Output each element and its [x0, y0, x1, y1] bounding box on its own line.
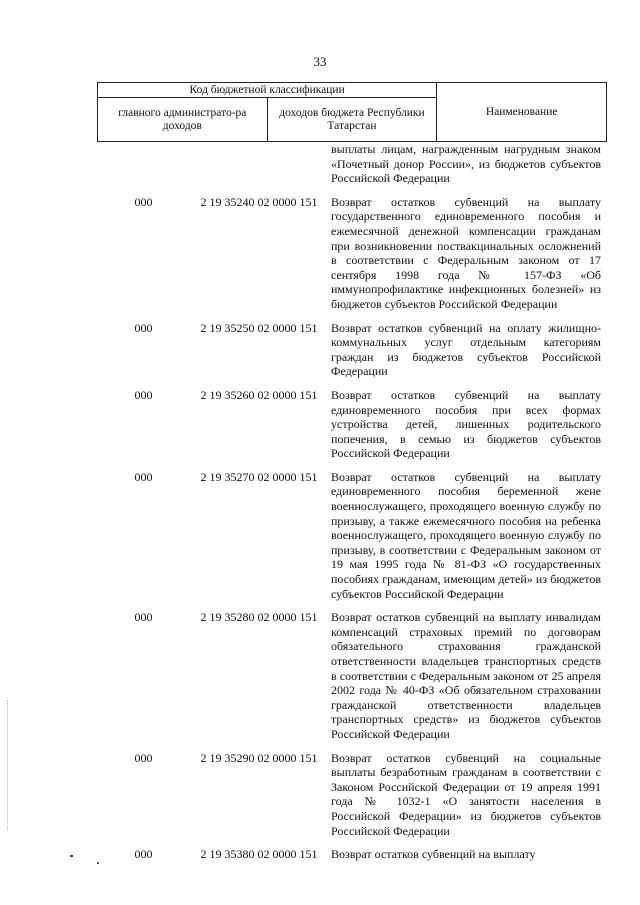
header-group-title: Код бюджетной классификации — [98, 83, 437, 98]
continuation-text: выплаты лицам, награжденным нагрудным знаком «Почетный донор России», из бюджетов субъектов Российской Федерации — [331, 142, 601, 186]
admin-code-cell: 000 — [134, 194, 153, 209]
name-cell: Возврат остатков субвенций на социальные выплаты безработным гражданам в соответствии с Законом Российской Федерации от 19 апреля 1991 года № 1032-1 «О занятости населения в Российской Федерации» из бюджетов субъектов Российской Федерации — [331, 750, 601, 838]
table-body — [97, 142, 609, 862]
header-col-admin: главного администрато-ра доходов — [98, 98, 268, 142]
scan-speck — [70, 855, 73, 857]
table-row — [97, 195, 609, 312]
budget-code-cell: 2 19 35250 02 0000 151 — [200, 320, 318, 335]
budget-code-cell: 2 19 35290 02 0000 151 — [200, 750, 318, 765]
table-row-continuation — [97, 142, 609, 186]
budget-code-cell: 2 19 35380 02 0000 151 — [200, 847, 318, 862]
admin-code-cell: 000 — [134, 610, 153, 625]
name-cell: Возврат остатков субвенций на выплату инвалидам компенсаций страховых премий по договорам обязательного страхования гражданской ответственности владельцев транспортных средств в соответствии с Федеральным законом от 25 апреля 2002 года № 40-ФЗ «Об обязательном страховании гражданской ответственности владельцев транспортных средств» из бюджетов субъектов Российской Федерации — [331, 610, 601, 741]
table-row — [97, 751, 609, 839]
admin-code-cell: 000 — [134, 750, 153, 765]
table-row — [97, 388, 609, 461]
scan-edge-mark — [7, 700, 9, 830]
table-row — [97, 610, 609, 741]
budget-code-cell: 2 19 35270 02 0000 151 — [200, 469, 318, 484]
name-cell: Возврат остатков субвенций на выплату государственного единовременного пособия и ежемесячной денежной компенсации гражданам при возникновении поствакцинальных осложнений в соответствии с Федеральным законом от 17 сентября 1998 года № 157-ФЗ «Об иммунопрофилактике инфекционных болезней» из бюджетов субъектов Российской Федерации — [331, 194, 601, 311]
header-col-name: Наименование — [437, 83, 607, 142]
admin-code-cell: 000 — [134, 320, 153, 335]
page-number: 33 — [313, 54, 327, 69]
admin-code-cell: 000 — [134, 387, 153, 402]
budget-code-cell: 2 19 35240 02 0000 151 — [200, 194, 318, 209]
admin-code-cell: 000 — [134, 847, 153, 862]
budget-code-cell: 2 19 35280 02 0000 151 — [200, 610, 318, 625]
name-cell: Возврат остатков субвенций на выплату единовременного пособия при всех формах устройства детей, лишенных родительского попечения, в семью из бюджетов субъектов Российской Федерации — [331, 387, 601, 461]
table-row — [97, 321, 609, 379]
name-cell: Возврат остатков субвенций на выплату — [331, 847, 536, 862]
budget-code-cell: 2 19 35260 02 0000 151 — [200, 387, 318, 402]
table-row — [97, 470, 609, 601]
scan-speck — [97, 862, 99, 864]
name-cell: Возврат остатков субвенций на оплату жилищно-коммунальных услуг отдельным категориям граждан из бюджетов субъектов Российской Федерации — [331, 320, 601, 379]
table-header — [97, 82, 607, 142]
admin-code-cell: 000 — [134, 469, 153, 484]
name-cell: Возврат остатков субвенций на выплату единовременного пособия беременной жене военнослужащего, проходящего военную службу по призыву, а также ежемесячного пособия на ребенка военнослужащего, проходящего военную службу по призыву, в соответствии с Федеральным законом от 19 мая 1995 года № 81-ФЗ «О государственных пособиях гражданам, имеющим детей» из бюджетов субъектов Российской Федерации — [331, 469, 601, 601]
header-col-income: доходов бюджета Республики Татарстан — [267, 98, 437, 142]
table-row — [97, 847, 609, 862]
